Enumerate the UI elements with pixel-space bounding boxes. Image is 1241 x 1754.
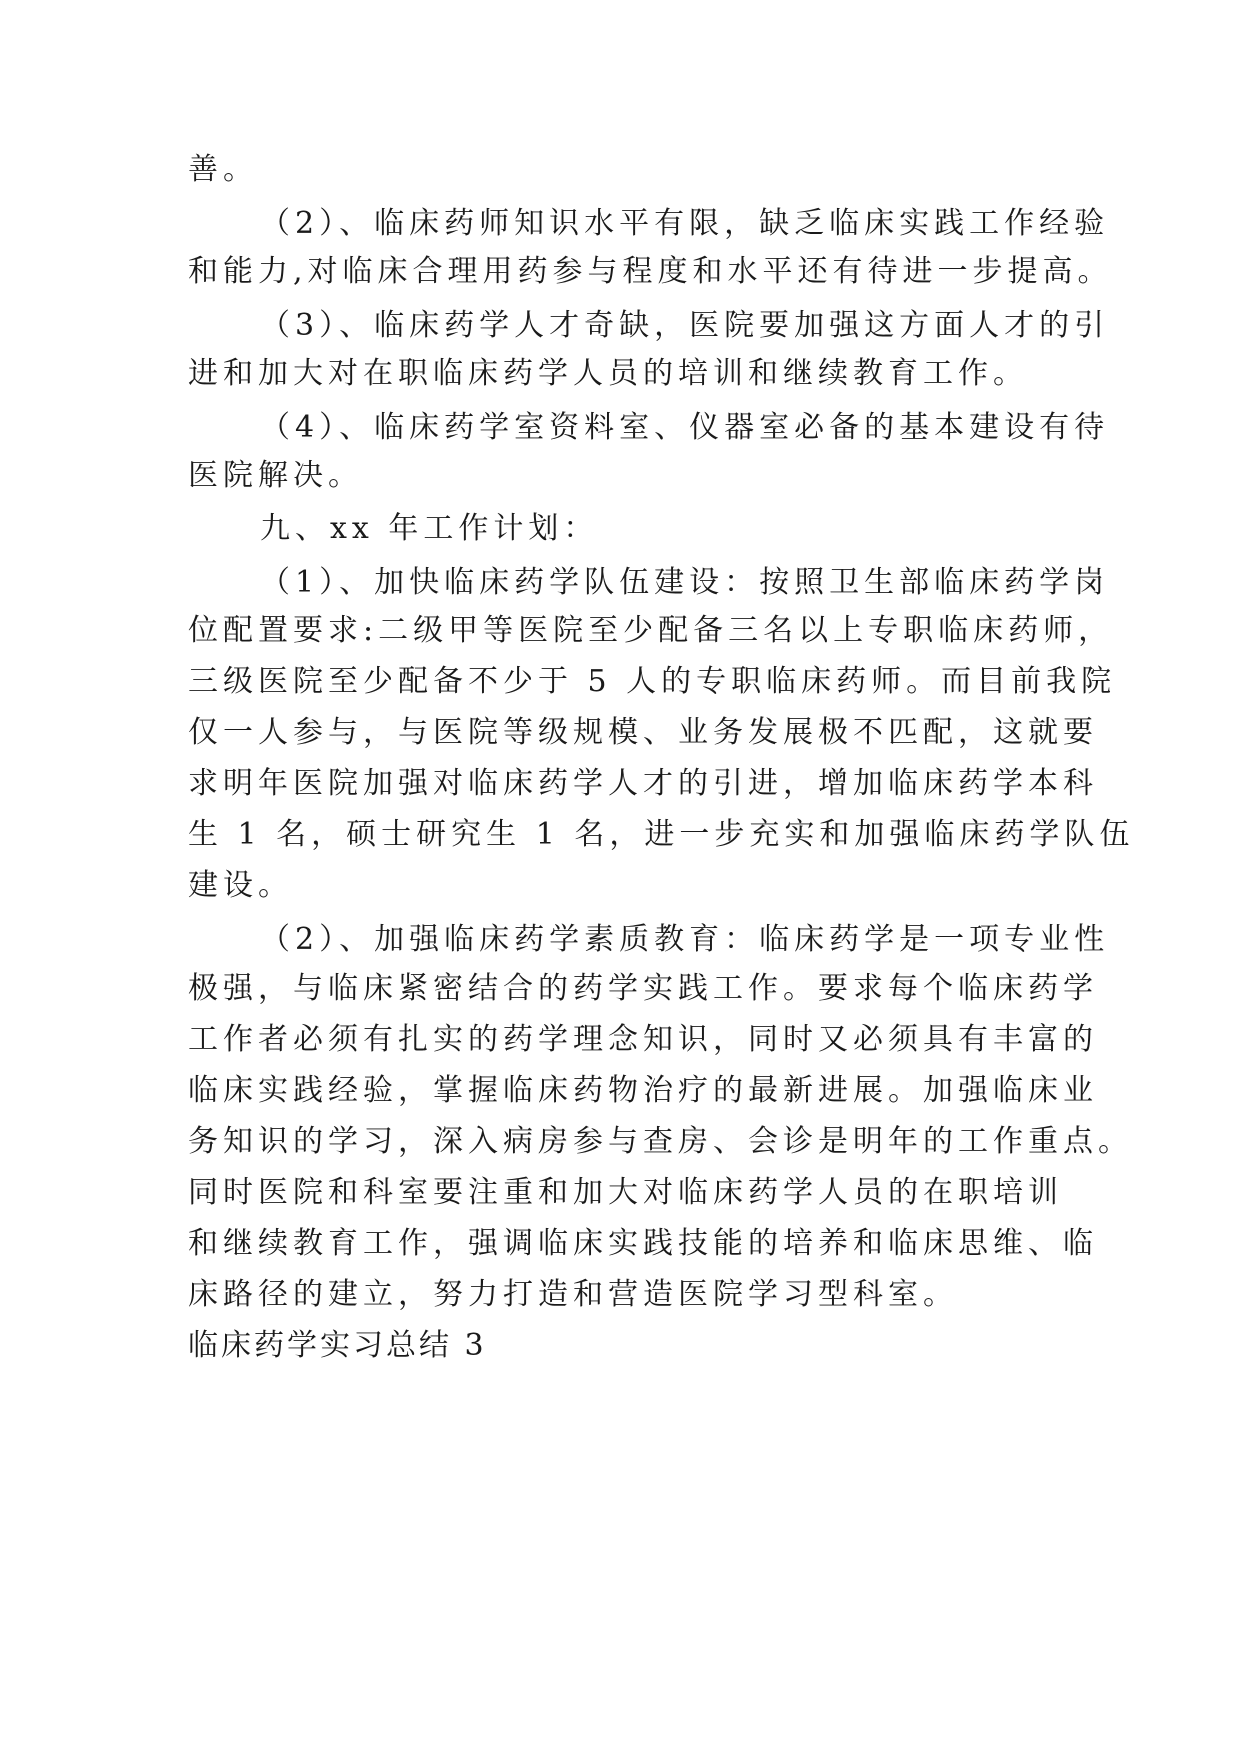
paragraph-line: 求明年医院加强对临床药学人才的引进，增加临床药学本科: [188, 766, 1098, 801]
paragraph-line: 工作者必须有扎实的药学理念知识，同时又必须具有丰富的: [188, 1022, 1098, 1057]
paragraph-line: （3）、临床药学人才奇缺，医院要加强这方面人才的引: [260, 308, 1110, 343]
paragraph-line: 善。: [188, 152, 258, 187]
paragraph-line: 位配置要求:二级甲等医院至少配备三名以上专职临床药师，: [188, 613, 1114, 648]
paragraph-line: 进和加大对在职临床药学人员的培训和继续教育工作。: [188, 356, 1028, 391]
paragraph-line: （1）、加快临床药学队伍建设：按照卫生部临床药学岗: [260, 565, 1110, 600]
paragraph-line: 仅一人参与，与医院等级规模、业务发展极不匹配，这就要: [188, 715, 1098, 750]
section-title: 临床药学实习总结 3: [188, 1328, 487, 1363]
paragraph-line: （2）、加强临床药学素质教育：临床药学是一项专业性: [260, 922, 1110, 957]
paragraph-line: 和继续教育工作，强调临床实践技能的培养和临床思维、临: [188, 1226, 1098, 1261]
paragraph-line: 生 1 名，硕士研究生 1 名，进一步充实和加强临床药学队伍: [188, 817, 1135, 852]
paragraph-line: （2）、临床药师知识水平有限，缺乏临床实践工作经验: [260, 206, 1110, 241]
section-heading: 九、xx 年工作计划：: [260, 511, 599, 546]
paragraph-line: 同时医院和科室要注重和加大对临床药学人员的在职培训: [188, 1175, 1063, 1210]
paragraph-line: 务知识的学习，深入病房参与查房、会诊是明年的工作重点。: [188, 1124, 1133, 1159]
paragraph-line: 三级医院至少配备不少于 5 人的专职临床药师。而目前我院: [188, 664, 1117, 699]
paragraph-line: 床路径的建立，努力打造和营造医院学习型科室。: [188, 1277, 958, 1312]
paragraph-line: 临床实践经验，掌握临床药物治疗的最新进展。加强临床业: [188, 1073, 1098, 1108]
paragraph-line: 极强，与临床紧密结合的药学实践工作。要求每个临床药学: [188, 971, 1098, 1006]
paragraph-line: 医院解决。: [188, 458, 363, 493]
paragraph-line: 和能力,对临床合理用药参与程度和水平还有待进一步提高。: [188, 254, 1113, 289]
paragraph-line: （4）、临床药学室资料室、仪器室必备的基本建设有待: [260, 410, 1110, 445]
paragraph-line: 建设。: [188, 868, 293, 903]
